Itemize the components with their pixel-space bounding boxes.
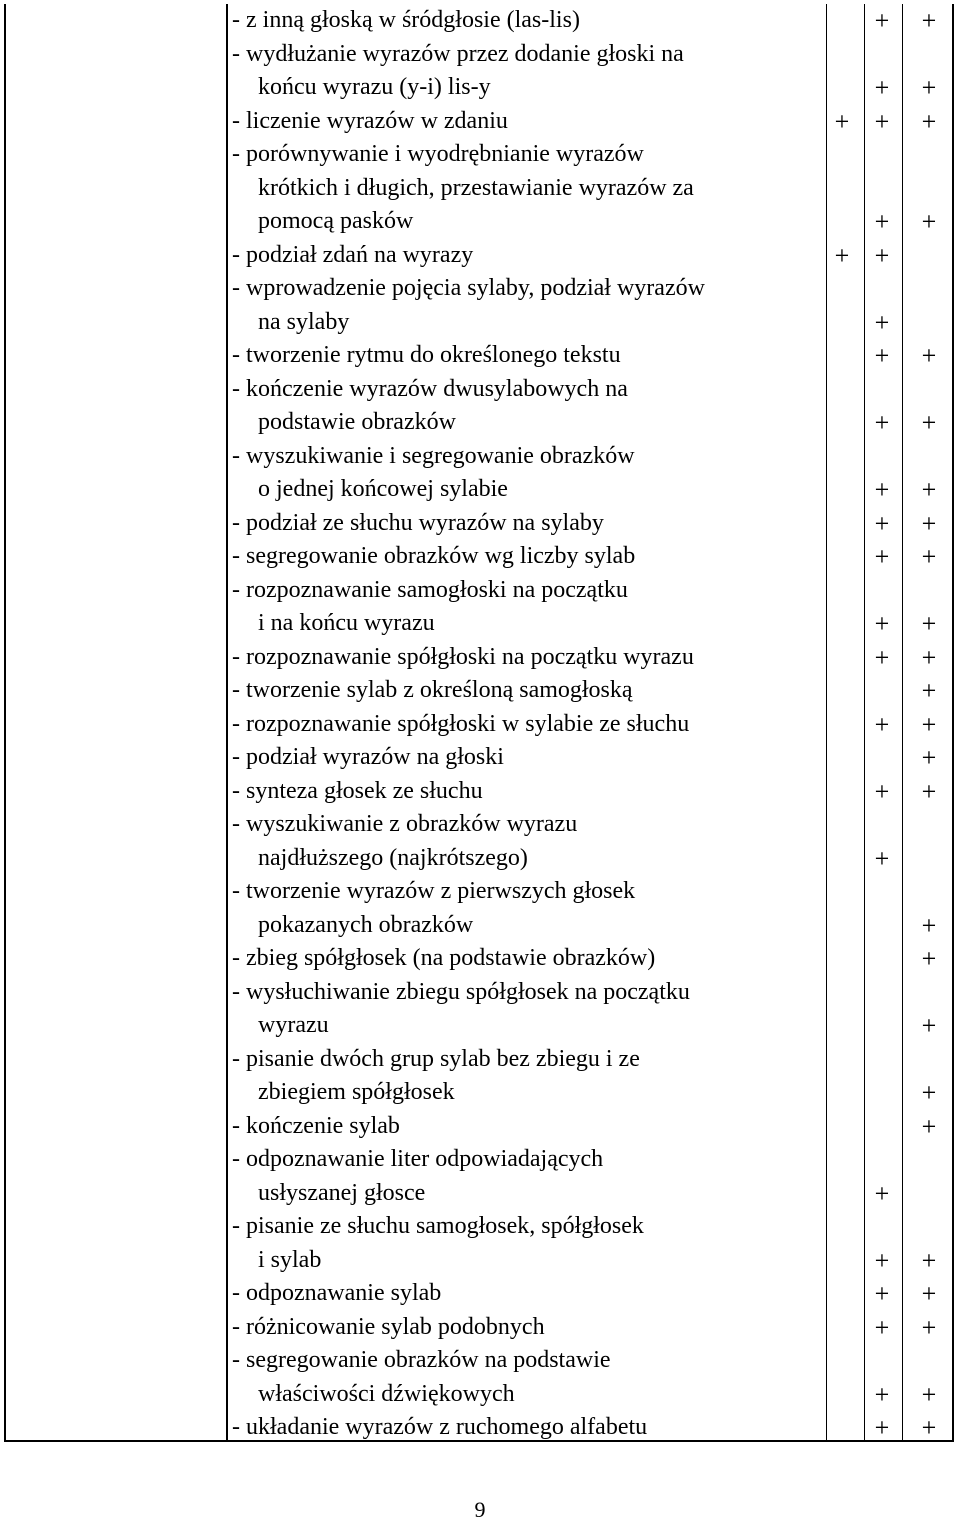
row-text: - rozpoznawanie samogłoski na początku [232,576,628,603]
table-row [0,205,960,239]
plus-mark-col-3: + [921,1413,937,1442]
table-row [0,574,960,608]
row-text: najdłuższego (najkrótszego) [258,844,528,871]
plus-mark-col-2: + [874,1379,890,1409]
plus-mark-col-3: + [921,1312,937,1342]
plus-mark-col-2: + [874,609,890,638]
table-row [0,306,960,340]
table-row [0,1009,960,1043]
table-row [0,741,960,775]
table-row [0,1378,960,1412]
plus-mark-col-2: + [874,341,890,370]
table-row [0,942,960,976]
table-row [0,976,960,1010]
table-row [0,842,960,876]
row-text: - układanie wyrazów z ruchomego alfabetu [232,1414,648,1440]
row-text: krótkich i długich, przestawianie wyrazów za [258,174,694,201]
table-row [0,1143,960,1177]
row-text: - z inną głoską w śródgłosie (las-lis) [232,7,580,33]
table-row [0,71,960,105]
row-text: - pisanie dwóch grup sylab bez zbiegu i ze [232,1045,640,1072]
row-text: - rozpoznawanie spółgłoski na początku wyrazu [232,643,694,670]
row-text: - odpoznawanie liter odpowiadających [232,1146,604,1172]
row-text: - segregowanie obrazków na podstawie [232,1347,611,1373]
row-text: - pisanie ze słuchu samogłosek, spółgłosek [232,1213,644,1239]
table-body [0,4,960,1445]
row-text: - segregowanie obrazków wg liczby sylab [232,543,636,569]
row-text: podstawie obrazków [258,409,456,435]
table-row [0,540,960,574]
row-text: - wysłuchiwanie zbiegu spółgłosek na początku [232,978,690,1005]
table-row [0,1076,960,1110]
table-row [0,1344,960,1378]
table-row [0,808,960,842]
plus-mark-col-2: + [874,1279,890,1308]
plus-mark-col-3: + [921,1011,937,1040]
page-number: 9 [474,1497,486,1522]
plus-mark-col-2: + [874,73,890,102]
plus-mark-col-3: + [921,408,937,437]
row-text: - zbieg spółgłosek (na podstawie obrazków) [232,945,656,971]
plus-mark-col-3: + [921,542,937,571]
plus-mark-col-3: + [921,609,937,638]
plus-mark-col-2: + [874,508,890,538]
row-text: końcu wyrazu (y-i) lis-y [258,74,491,100]
plus-mark-col-3: + [921,1078,937,1107]
table-row [0,674,960,708]
plus-mark-col-3: + [921,1245,937,1275]
plus-mark-col-3: + [921,642,937,672]
row-text: i sylab [258,1246,322,1273]
plus-mark-col-2: + [874,542,890,571]
row-text: - wprowadzenie pojęcia sylaby, podział wyrazów [232,275,705,301]
table-row [0,138,960,172]
plus-mark-col-3: + [921,944,937,973]
table-row [0,105,960,139]
table-row [0,875,960,909]
plus-mark-col-3: + [921,475,937,504]
row-text: - kończenie wyrazów dwusylabowych na [232,375,628,402]
table-row [0,1177,960,1211]
table-row [0,1210,960,1244]
plus-mark-col-1: + [834,240,850,270]
row-text: zbiegiem spółgłosek [258,1079,455,1105]
table-row [0,38,960,72]
table-row [0,339,960,373]
plus-mark-col-2: + [874,843,890,873]
table-row [0,708,960,742]
plus-mark-col-2: + [874,6,890,35]
row-text: wyrazu [258,1012,329,1038]
plus-mark-col-3: + [921,910,937,940]
table-row [0,239,960,273]
table-row [0,1277,960,1311]
table-row [0,473,960,507]
row-text: - odpoznawanie sylab [232,1280,442,1306]
row-text: na sylaby [258,308,350,335]
plus-mark-col-3: + [921,106,937,136]
plus-mark-col-2: + [874,1245,890,1275]
table-row [0,607,960,641]
plus-mark-col-3: + [921,743,937,772]
row-text: pomocą pasków [258,208,414,234]
row-text: - tworzenie sylab z określoną samogłoską [232,677,633,703]
table-row [0,373,960,407]
row-text: - podział zdań na wyrazy [232,241,474,268]
row-text: - liczenie wyrazów w zdaniu [232,107,508,134]
table-row [0,1110,960,1144]
table-row [0,1311,960,1345]
row-text: - różnicowanie sylab podobnych [232,1313,545,1340]
table-row [0,172,960,206]
table-row [0,909,960,943]
plus-mark-col-2: + [874,642,890,672]
row-text: właściwości dźwiękowych [258,1380,515,1407]
row-text: - wyszukiwanie z obrazków wyrazu [232,811,578,837]
row-text: - wyszukiwanie i segregowanie obrazków [232,442,635,469]
row-text: - rozpoznawanie spółgłoski w sylabie ze słuchu [232,710,690,737]
plus-mark-col-3: + [921,676,937,705]
plus-mark-col-3: + [921,73,937,102]
plus-mark-col-2: + [874,307,890,337]
plus-mark-col-2: + [874,240,890,270]
plus-mark-col-2: + [874,776,890,806]
plus-mark-col-3: + [921,1111,937,1141]
plus-mark-col-2: + [874,207,890,236]
table-row [0,4,960,38]
plus-mark-col-3: + [921,1279,937,1308]
row-text: - tworzenie wyrazów z pierwszych głosek [232,878,636,904]
row-text: i na końcu wyrazu [258,610,435,636]
plus-mark-col-3: + [921,6,937,35]
plus-mark-col-2: + [874,475,890,504]
table-row [0,406,960,440]
row-text: o jednej końcowej sylabie [258,476,508,502]
plus-mark-col-2: + [874,1413,890,1442]
plus-mark-col-3: + [921,709,937,739]
row-text: - tworzenie rytmu do określonego tekstu [232,342,621,368]
plus-mark-col-3: + [921,341,937,370]
plus-mark-col-3: + [921,1379,937,1409]
plus-mark-col-3: + [921,776,937,806]
plus-mark-col-3: + [921,508,937,538]
row-text: - porównywanie i wyodrębnianie wyrazów [232,141,644,167]
row-text: - podział wyrazów na głoski [232,744,504,770]
table-row [0,775,960,809]
row-text: - wydłużanie wyrazów przez dodanie głoski na [232,40,684,67]
table-row [0,272,960,306]
plus-mark-col-3: + [921,207,937,236]
plus-mark-col-2: + [874,408,890,437]
plus-mark-col-2: + [874,1312,890,1342]
plus-mark-col-2: + [874,1178,890,1208]
row-text: - podział ze słuchu wyrazów na sylaby [232,509,604,536]
table-row [0,507,960,541]
table-row [0,1244,960,1278]
row-text: usłyszanej głosce [258,1179,426,1206]
table-row [0,641,960,675]
plus-mark-col-1: + [834,106,850,136]
row-text: pokazanych obrazków [258,911,474,938]
table-row [0,1043,960,1077]
table-row [0,1411,960,1445]
table-row [0,440,960,474]
row-text: - synteza głosek ze słuchu [232,777,483,804]
plus-mark-col-2: + [874,106,890,136]
row-text: - kończenie sylab [232,1112,400,1139]
plus-mark-col-2: + [874,709,890,739]
